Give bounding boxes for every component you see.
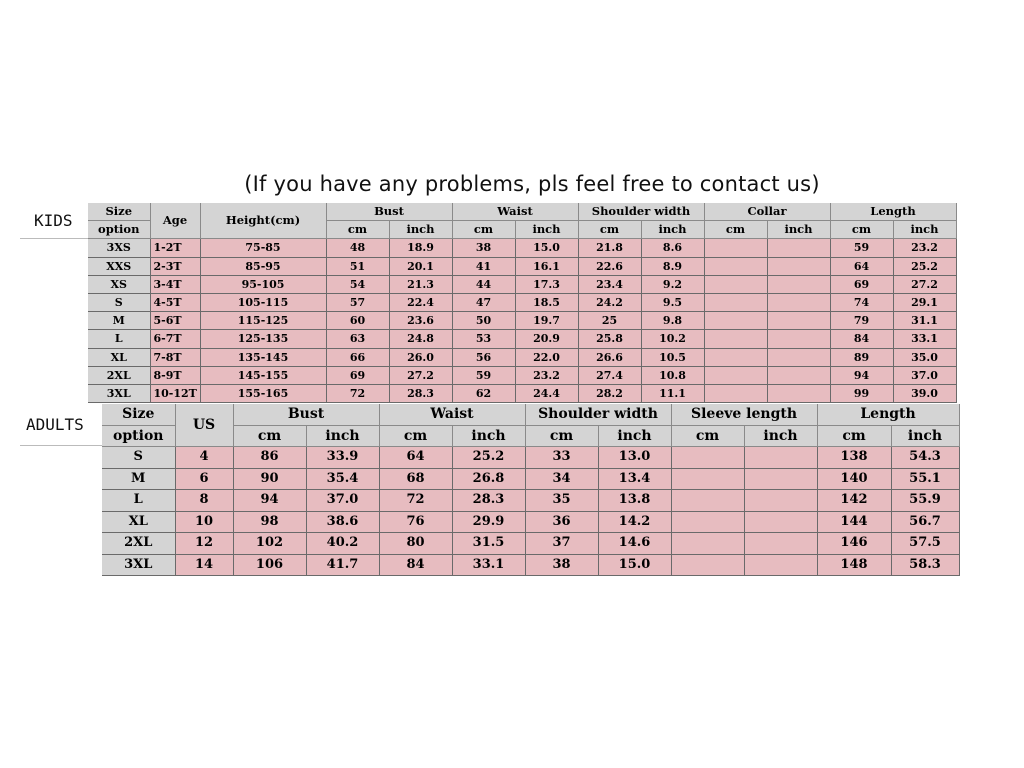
unit-header-inch: inch [452, 425, 525, 447]
size-option-cell: S [88, 293, 150, 311]
table-cell: 18.9 [389, 239, 452, 257]
table-cell: 23.2 [893, 239, 956, 257]
table-cell: 72 [379, 490, 452, 512]
table-cell: 48 [326, 239, 389, 257]
adults-size-row [102, 490, 959, 512]
table-cell: 10.2 [641, 330, 704, 348]
table-cell [671, 554, 744, 576]
table-cell: 64 [379, 447, 452, 469]
table-cell: 95-105 [200, 275, 326, 293]
table-cell: 39.0 [893, 384, 956, 402]
table-cell: 66 [326, 348, 389, 366]
size-option-cell: L [102, 490, 175, 512]
length-header: Length [830, 203, 956, 221]
unit-header-cm: cm [578, 221, 641, 239]
table-cell: 22.4 [389, 293, 452, 311]
table-cell: 102 [233, 533, 306, 555]
table-cell: 4 [175, 447, 233, 469]
table-cell [704, 348, 767, 366]
table-cell: 10 [175, 511, 233, 533]
table-cell: 28.2 [578, 384, 641, 402]
table-cell [744, 490, 817, 512]
table-cell: 35 [525, 490, 598, 512]
length-header: Length [817, 404, 959, 425]
unit-header-cm: cm [379, 425, 452, 447]
kids-size-row [88, 366, 956, 384]
table-cell: 4-5T [150, 293, 200, 311]
table-cell: 6-7T [150, 330, 200, 348]
kids-size-row [88, 257, 956, 275]
table-cell [767, 275, 830, 293]
kids-size-row [88, 312, 956, 330]
size-option-cell: XXS [88, 257, 150, 275]
table-cell [744, 447, 817, 469]
table-cell: 35.4 [306, 468, 379, 490]
table-cell: 37.0 [306, 490, 379, 512]
table-cell [767, 312, 830, 330]
table-cell: 25 [578, 312, 641, 330]
table-cell: 155-165 [200, 384, 326, 402]
table-cell: 145-155 [200, 366, 326, 384]
adults-size-row [102, 447, 959, 469]
table-cell: 10-12T [150, 384, 200, 402]
table-cell: 99 [830, 384, 893, 402]
unit-header-inch: inch [306, 425, 379, 447]
table-cell [704, 366, 767, 384]
table-cell [744, 554, 817, 576]
table-cell: 35.0 [893, 348, 956, 366]
kids-size-row [88, 239, 956, 257]
size-option-cell: 2XL [102, 533, 175, 555]
size-header-bottom: option [102, 425, 175, 447]
table-cell: 9.5 [641, 293, 704, 311]
table-cell [704, 384, 767, 402]
table-cell: 84 [379, 554, 452, 576]
table-cell: 8 [175, 490, 233, 512]
table-cell: 23.6 [389, 312, 452, 330]
size-option-cell: L [88, 330, 150, 348]
table-cell: 62 [452, 384, 515, 402]
table-cell: 27.4 [578, 366, 641, 384]
table-cell: 63 [326, 330, 389, 348]
kids-size-table [88, 203, 957, 403]
table-cell: 24.2 [578, 293, 641, 311]
table-cell: 26.8 [452, 468, 525, 490]
table-cell: 27.2 [893, 275, 956, 293]
table-cell: 59 [830, 239, 893, 257]
table-cell: 28.3 [452, 490, 525, 512]
table-cell: 27.2 [389, 366, 452, 384]
table-cell: 38.6 [306, 511, 379, 533]
table-cell: 11.1 [641, 384, 704, 402]
table-cell: 75-85 [200, 239, 326, 257]
table-cell: 16.1 [515, 257, 578, 275]
table-cell: 1-2T [150, 239, 200, 257]
table-cell: 84 [830, 330, 893, 348]
table-cell: 144 [817, 511, 891, 533]
table-cell: 85-95 [200, 257, 326, 275]
size-option-cell: S [102, 447, 175, 469]
size-option-cell: 3XL [88, 384, 150, 402]
table-cell: 23.4 [578, 275, 641, 293]
table-cell: 50 [452, 312, 515, 330]
unit-header-inch: inch [891, 425, 959, 447]
table-cell: 14 [175, 554, 233, 576]
table-cell: 24.4 [515, 384, 578, 402]
table-cell: 69 [830, 275, 893, 293]
unit-header-cm: cm [817, 425, 891, 447]
table-cell: 33 [525, 447, 598, 469]
table-cell: 72 [326, 384, 389, 402]
table-cell: 8.9 [641, 257, 704, 275]
unit-header-inch: inch [767, 221, 830, 239]
unit-header-cm: cm [671, 425, 744, 447]
height-header: Height(cm) [200, 203, 326, 239]
table-cell: 17.3 [515, 275, 578, 293]
size-option-cell: M [102, 468, 175, 490]
unit-header-inch: inch [641, 221, 704, 239]
table-cell [671, 533, 744, 555]
table-cell [767, 384, 830, 402]
table-cell: 2-3T [150, 257, 200, 275]
collar-header: Collar [704, 203, 830, 221]
table-cell: 14.2 [598, 511, 671, 533]
table-cell: 115-125 [200, 312, 326, 330]
table-cell: 8-9T [150, 366, 200, 384]
adults-size-row [102, 468, 959, 490]
table-cell [744, 533, 817, 555]
table-cell [671, 447, 744, 469]
table-cell: 33.1 [452, 554, 525, 576]
table-cell: 146 [817, 533, 891, 555]
table-cell [704, 293, 767, 311]
table-cell: 79 [830, 312, 893, 330]
table-cell: 38 [452, 239, 515, 257]
table-cell: 37.0 [893, 366, 956, 384]
table-cell: 10.5 [641, 348, 704, 366]
table-cell: 64 [830, 257, 893, 275]
table-cell: 29.9 [452, 511, 525, 533]
shoulder-width-header: Shoulder width [525, 404, 671, 425]
table-cell: 26.6 [578, 348, 641, 366]
adults-section-label: ADULTS [20, 404, 102, 446]
table-cell: 105-115 [200, 293, 326, 311]
table-cell: 13.0 [598, 447, 671, 469]
table-cell: 57.5 [891, 533, 959, 555]
table-cell [671, 490, 744, 512]
table-cell: 58.3 [891, 554, 959, 576]
unit-header-inch: inch [598, 425, 671, 447]
unit-header-inch: inch [893, 221, 956, 239]
table-cell: 74 [830, 293, 893, 311]
table-cell: 59 [452, 366, 515, 384]
waist-header: Waist [379, 404, 525, 425]
table-cell: 86 [233, 447, 306, 469]
contact-note: (If you have any problems, pls feel free to contact us) [244, 172, 820, 196]
unit-header-cm: cm [452, 221, 515, 239]
table-cell: 9.2 [641, 275, 704, 293]
table-cell: 56 [452, 348, 515, 366]
table-cell: 20.9 [515, 330, 578, 348]
table-cell: 21.3 [389, 275, 452, 293]
size-option-cell: M [88, 312, 150, 330]
table-cell [767, 293, 830, 311]
table-cell [704, 257, 767, 275]
table-cell: 12 [175, 533, 233, 555]
table-cell: 47 [452, 293, 515, 311]
table-cell: 69 [326, 366, 389, 384]
kids-section-label: KIDS [20, 203, 88, 239]
table-cell: 19.7 [515, 312, 578, 330]
table-cell: 28.3 [389, 384, 452, 402]
bust-header: Bust [233, 404, 379, 425]
table-cell: 5-6T [150, 312, 200, 330]
table-cell [744, 468, 817, 490]
size-option-cell: 3XS [88, 239, 150, 257]
table-cell: 25.2 [893, 257, 956, 275]
table-cell [767, 366, 830, 384]
table-cell: 55.1 [891, 468, 959, 490]
table-cell: 34 [525, 468, 598, 490]
table-cell: 22.6 [578, 257, 641, 275]
size-option-cell: XL [88, 348, 150, 366]
size-header-bottom: option [88, 221, 150, 239]
table-cell [744, 511, 817, 533]
table-cell: 60 [326, 312, 389, 330]
table-cell: 14.6 [598, 533, 671, 555]
adults-size-row [102, 511, 959, 533]
table-cell: 41 [452, 257, 515, 275]
table-cell [704, 239, 767, 257]
kids-size-row [88, 330, 956, 348]
table-cell: 54 [326, 275, 389, 293]
kids-size-row [88, 384, 956, 402]
table-cell: 44 [452, 275, 515, 293]
table-cell: 25.2 [452, 447, 525, 469]
size-option-cell: XL [102, 511, 175, 533]
table-cell: 125-135 [200, 330, 326, 348]
size-header-top: Size [102, 404, 175, 425]
unit-header-cm: cm [233, 425, 306, 447]
table-cell: 140 [817, 468, 891, 490]
kids-size-row [88, 293, 956, 311]
table-cell: 53 [452, 330, 515, 348]
table-cell: 13.8 [598, 490, 671, 512]
table-cell: 31.1 [893, 312, 956, 330]
table-cell: 3-4T [150, 275, 200, 293]
kids-size-row [88, 348, 956, 366]
kids-size-row [88, 275, 956, 293]
table-cell: 90 [233, 468, 306, 490]
table-cell: 29.1 [893, 293, 956, 311]
table-cell: 7-8T [150, 348, 200, 366]
table-cell: 26.0 [389, 348, 452, 366]
unit-header-cm: cm [525, 425, 598, 447]
table-cell: 94 [830, 366, 893, 384]
table-cell: 13.4 [598, 468, 671, 490]
adults-size-row [102, 554, 959, 576]
age-header: Age [150, 203, 200, 239]
table-cell: 25.8 [578, 330, 641, 348]
table-cell: 41.7 [306, 554, 379, 576]
table-cell [671, 511, 744, 533]
table-cell: 80 [379, 533, 452, 555]
shoulder-width-header: Shoulder width [578, 203, 704, 221]
table-cell: 54.3 [891, 447, 959, 469]
unit-header-inch: inch [389, 221, 452, 239]
table-cell: 33.1 [893, 330, 956, 348]
table-cell: 8.6 [641, 239, 704, 257]
table-cell [767, 239, 830, 257]
table-cell: 40.2 [306, 533, 379, 555]
table-cell [704, 275, 767, 293]
table-cell: 23.2 [515, 366, 578, 384]
table-cell: 135-145 [200, 348, 326, 366]
table-cell: 21.8 [578, 239, 641, 257]
table-cell: 57 [326, 293, 389, 311]
table-cell: 20.1 [389, 257, 452, 275]
bust-header: Bust [326, 203, 452, 221]
table-cell: 22.0 [515, 348, 578, 366]
table-cell: 15.0 [598, 554, 671, 576]
table-cell: 68 [379, 468, 452, 490]
table-cell: 37 [525, 533, 598, 555]
unit-header-cm: cm [704, 221, 767, 239]
table-cell: 148 [817, 554, 891, 576]
table-cell: 94 [233, 490, 306, 512]
table-cell: 6 [175, 468, 233, 490]
table-cell: 10.8 [641, 366, 704, 384]
table-cell: 106 [233, 554, 306, 576]
unit-header-cm: cm [830, 221, 893, 239]
table-cell: 138 [817, 447, 891, 469]
sleeve-length-header: Sleeve length [671, 404, 817, 425]
table-cell [671, 468, 744, 490]
size-header-top: Size [88, 203, 150, 221]
table-cell: 38 [525, 554, 598, 576]
adults-size-table [102, 404, 960, 576]
table-cell: 24.8 [389, 330, 452, 348]
size-option-cell: 2XL [88, 366, 150, 384]
table-cell: 56.7 [891, 511, 959, 533]
table-cell: 98 [233, 511, 306, 533]
waist-header: Waist [452, 203, 578, 221]
unit-header-inch: inch [515, 221, 578, 239]
us-header: US [175, 404, 233, 447]
table-cell: 31.5 [452, 533, 525, 555]
size-option-cell: 3XL [102, 554, 175, 576]
table-cell: 15.0 [515, 239, 578, 257]
table-cell [704, 330, 767, 348]
table-cell: 18.5 [515, 293, 578, 311]
table-cell: 51 [326, 257, 389, 275]
table-cell [704, 312, 767, 330]
unit-header-inch: inch [744, 425, 817, 447]
table-cell: 55.9 [891, 490, 959, 512]
table-cell: 33.9 [306, 447, 379, 469]
table-cell: 76 [379, 511, 452, 533]
table-cell: 142 [817, 490, 891, 512]
table-cell: 89 [830, 348, 893, 366]
adults-size-row [102, 533, 959, 555]
table-cell: 9.8 [641, 312, 704, 330]
table-cell [767, 348, 830, 366]
size-option-cell: XS [88, 275, 150, 293]
table-cell [767, 330, 830, 348]
table-cell: 36 [525, 511, 598, 533]
table-cell [767, 257, 830, 275]
unit-header-cm: cm [326, 221, 389, 239]
